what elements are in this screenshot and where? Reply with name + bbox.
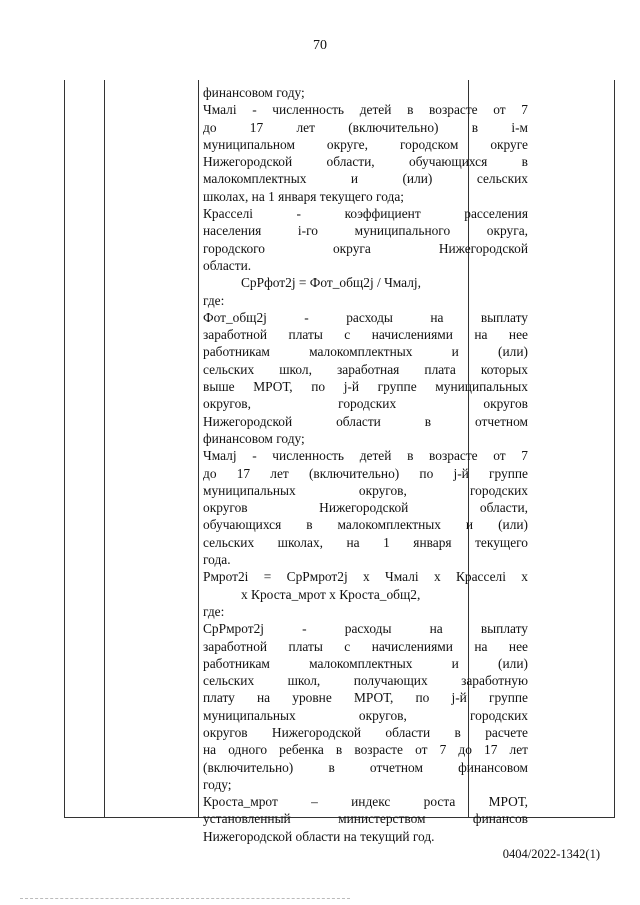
text-line: работникам малокомплектных и (или): [203, 344, 528, 360]
text-line: СрРмрот2j - расходы на выплату: [203, 621, 528, 637]
text-line: населения i-го муниципального округа,: [203, 223, 528, 239]
text-line: Чмалj - численность детей в возрасте от 7: [203, 448, 528, 464]
text-line: обучающихся в малокомплектных и (или): [203, 517, 528, 533]
text-line: сельских школах, на 1 января текущего: [203, 534, 528, 550]
text-line: финансовом году;: [203, 430, 305, 446]
text-line: Нижегородской области на текущий год.: [203, 828, 435, 844]
text-line: года.: [203, 552, 231, 568]
text-line: выше МРОТ, по j-й группе муниципальных: [203, 379, 528, 395]
bottom-rule: [20, 898, 350, 899]
text-line: установленный министерством финансов: [203, 811, 528, 827]
text-line: Нижегородской области в отчетном: [203, 413, 528, 429]
text-line: области.: [203, 257, 252, 273]
column-divider-1: [104, 80, 105, 817]
document-code: 0404/2022-1342(1): [502, 847, 600, 861]
text-line: округов Нижегородской области,: [203, 500, 528, 516]
text-line: заработной платы с начислениями на нее: [203, 638, 528, 654]
text-line: до 17 лет (включительно) по j-й группе: [203, 465, 528, 481]
text-line: СрРфот2j = Фот_общ2j / Чмалj,: [241, 275, 421, 291]
text-line: муниципальных округов, городских: [203, 482, 528, 498]
text-line: плату на уровне МРОТ, по j-й группе: [203, 690, 528, 706]
text-line: заработной платы с начислениями на нее: [203, 327, 528, 343]
text-line: Рмрот2i = СрРмрот2j x Чмалi x Красселi x: [203, 569, 528, 585]
text-line: малокомплектных и (или) сельских: [203, 171, 528, 187]
page-number: 70: [313, 38, 327, 53]
text-line: Нижегородской области, обучающихся в: [203, 154, 528, 170]
text-line: сельских школ, получающих заработную: [203, 673, 528, 689]
column-divider-2: [198, 80, 199, 817]
text-line: округов Нижегородской области в расчете: [203, 724, 528, 740]
text-line: x Кроста_мрот x Кроста_общ2,: [241, 586, 421, 602]
text-line: где:: [203, 292, 225, 308]
text-line: Кроста_мрот – индекс роста МРОТ,: [203, 794, 528, 810]
text-line: округов, городских округов: [203, 396, 528, 412]
text-line: школах, на 1 января текущего года;: [203, 188, 404, 204]
text-line: на одного ребенка в возрасте от 7 до 17 лет: [203, 742, 528, 758]
text-line: сельских школ, заработная плата которых: [203, 361, 528, 377]
text-line: (включительно) в отчетном финансовом: [203, 759, 528, 775]
table-frame: [64, 80, 615, 844]
text-line: Красселi - коэффициент расселения: [203, 206, 528, 222]
text-line: муниципальном округе, городском округе: [203, 136, 528, 152]
text-line: работникам малокомплектных и (или): [203, 655, 528, 671]
text-line: Фот_общ2j - расходы на выплату: [203, 309, 528, 325]
text-line: финансовом году;: [203, 85, 305, 100]
text-line: до 17 лет (включительно) в i-м: [203, 119, 528, 135]
text-line: Чмалi - численность детей в возрасте от 7: [203, 102, 528, 118]
text-line: городского округа Нижегородской: [203, 240, 528, 256]
text-line: году;: [203, 776, 232, 792]
text-line: муниципальных округов, городских: [203, 707, 528, 723]
text-line: где:: [203, 603, 225, 619]
body-text-column: [203, 84, 528, 844]
